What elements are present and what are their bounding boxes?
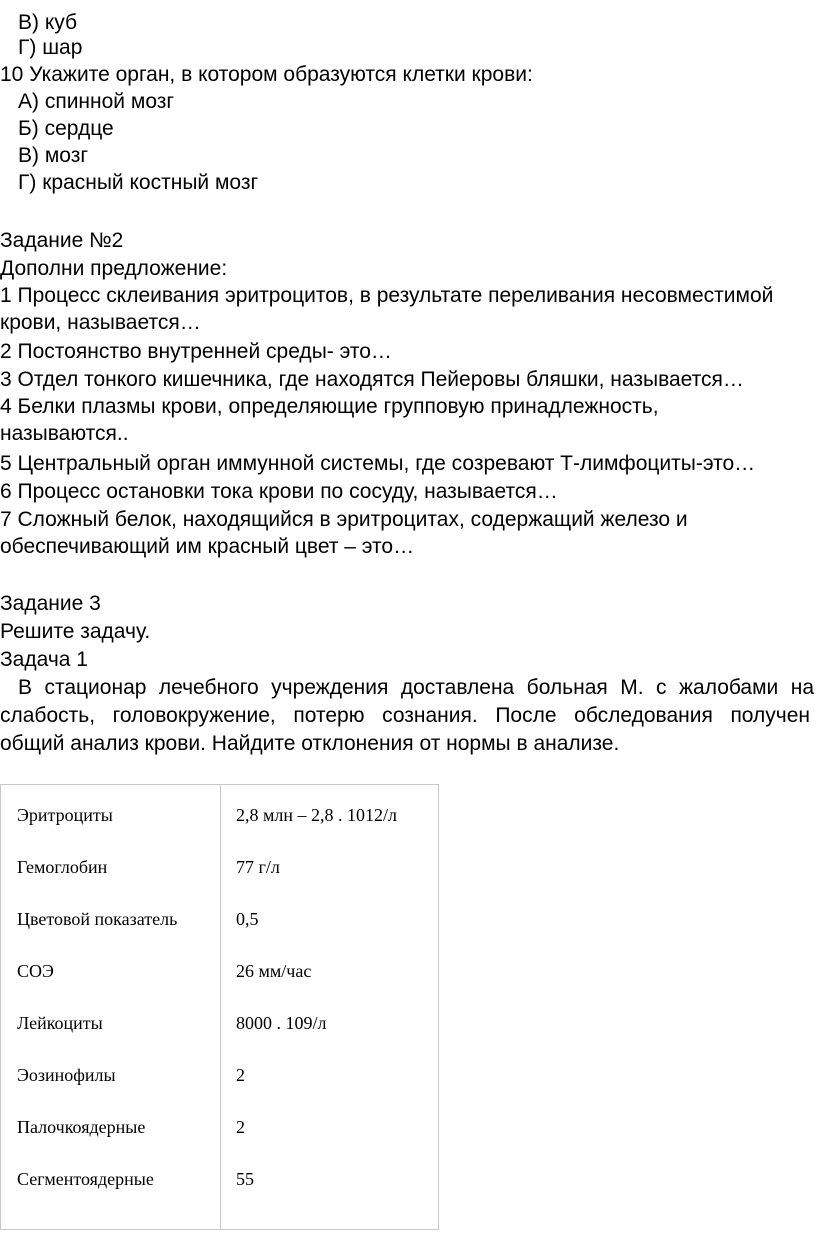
table-row-value: 2 <box>236 1065 245 1085</box>
table-row-label: Гемоглобин <box>17 857 108 877</box>
problem1-text-line-2: слабость, головокружение, потерю сознания. После обследования получен <box>0 704 810 727</box>
table-row-label: Палочкоядерные <box>17 1117 146 1137</box>
table-row-value: 2,8 млн – 2,8 . 1012/л <box>236 805 397 825</box>
task2-item-3: 3 Отдел тонкого кишечника, где находятся Пейеровы бляшки, называется… <box>0 368 744 391</box>
task2-item-5: 5 Центральный орган иммунной системы, где созревают Т-лимфоциты-это… <box>0 452 756 475</box>
q9-option-v: В) куб <box>18 11 78 34</box>
q9-option-g: Г) шар <box>18 36 83 59</box>
q10-option-a: А) спинной мозг <box>18 90 175 113</box>
table-row-label: Цветовой показатель <box>17 909 178 929</box>
table-row-value: 8000 . 109/л <box>236 1013 327 1033</box>
problem1-title: Задача 1 <box>0 648 88 671</box>
task2-item-1: 1 Процесс склеивания эритроцитов, в результате переливания несовместимой <box>0 284 774 307</box>
table-row-value: 2 <box>236 1117 245 1137</box>
q10-option-v: В) мозг <box>18 144 89 167</box>
q10-option-b: Б) сердце <box>18 117 114 140</box>
table-row-label: Сегментоядерные <box>17 1169 154 1189</box>
table-row-label: Лейкоциты <box>17 1013 103 1033</box>
table-row-label: Эозинофилы <box>17 1065 116 1085</box>
table-row-value: 55 <box>236 1169 254 1189</box>
table-row-label: СОЭ <box>17 961 54 981</box>
problem1-text-line-1: В стационар лечебного учреждения доставлена больная М. с жалобами на <box>18 676 814 699</box>
table-row-value: 26 мм/час <box>236 961 312 981</box>
task2-item-4-cont: называются.. <box>0 422 129 445</box>
task3-instruction: Решите задачу. <box>0 620 151 643</box>
table-column-divider <box>220 785 221 1229</box>
table-row-value: 77 г/л <box>236 857 280 877</box>
problem1-text-line-3: общий анализ крови. Найдите отклонения от нормы в анализе. <box>0 732 620 755</box>
blood-test-table <box>0 784 439 1230</box>
task2-item-1-cont: крови, называется… <box>0 311 201 334</box>
task2-item-7: 7 Сложный белок, находящийся в эритроцитах, содержащий железо и <box>0 508 688 531</box>
q10-question: 10 Укажите орган, в котором образуются клетки крови: <box>0 63 533 86</box>
task3-title: Задание 3 <box>0 592 101 615</box>
table-row-value: 0,5 <box>236 909 259 929</box>
task2-item-6: 6 Процесс остановки тока крови по сосуду, называется… <box>0 480 558 503</box>
task2-item-4: 4 Белки плазмы крови, определяющие групповую принадлежность, <box>0 395 659 418</box>
q10-option-g: Г) красный костный мозг <box>18 171 259 194</box>
task2-title: Задание №2 <box>0 229 124 252</box>
task2-item-7-cont: обеспечивающий им красный цвет – это… <box>0 535 415 558</box>
task2-instruction: Дополни предложение: <box>0 257 228 280</box>
task2-item-2: 2 Постоянство внутренней среды- это… <box>0 340 392 363</box>
table-row-label: Эритроциты <box>17 805 113 825</box>
